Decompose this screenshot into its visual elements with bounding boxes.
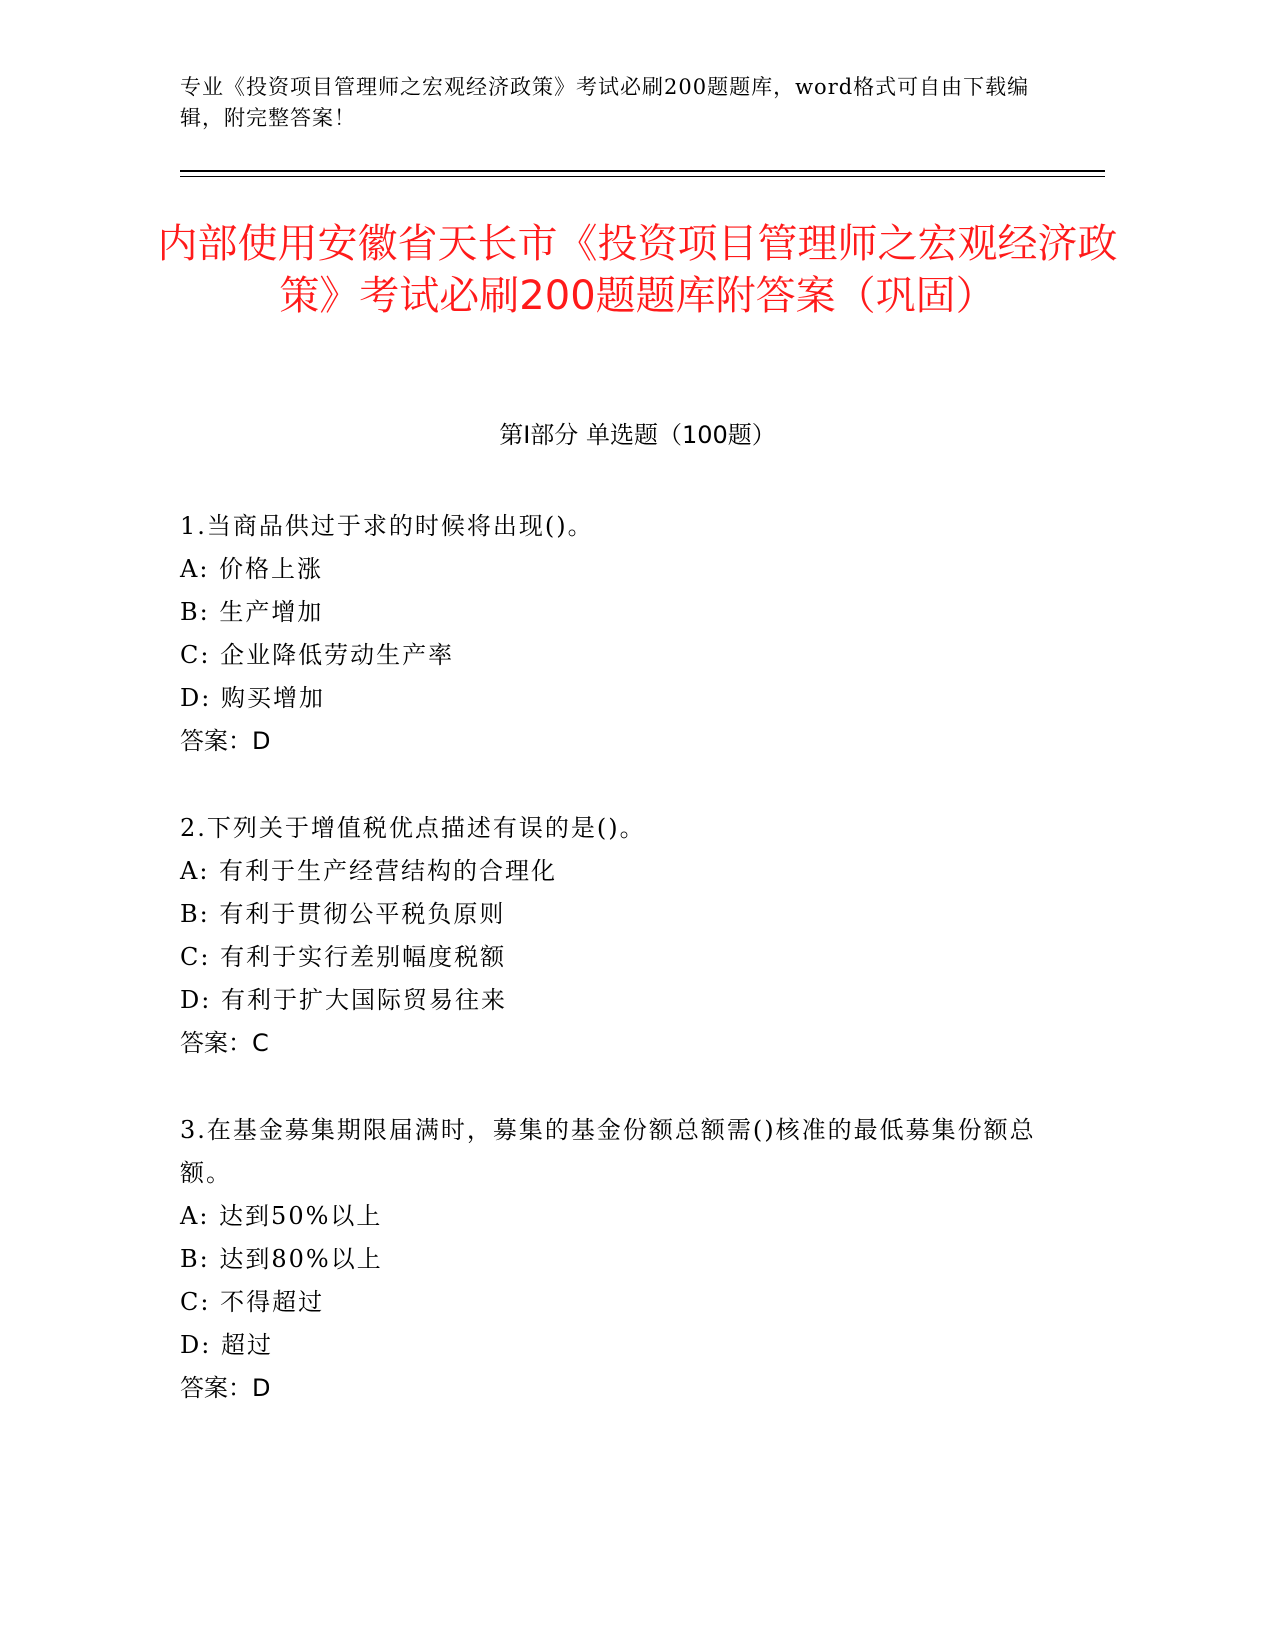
option-d: D: 有利于扩大国际贸易往来: [180, 986, 507, 1014]
question-2: [180, 807, 1060, 1065]
answer: 答案：D: [180, 1374, 271, 1402]
option-a: A: 价格上涨: [180, 555, 324, 583]
question-stem: 3.在基金募集期限届满时，募集的基金份额总额需()核准的最低募集份额总额。: [180, 1116, 1036, 1187]
answer: 答案：C: [180, 1029, 269, 1057]
option-c: C: 有利于实行差别幅度税额: [180, 943, 507, 971]
question-3: [180, 1109, 1060, 1410]
option-b: B: 有利于贯彻公平税负原则: [180, 900, 506, 928]
header-divider-thick: [180, 170, 1105, 172]
question-stem: 1.当商品供过于求的时候将出现()。: [180, 512, 594, 540]
header-divider-thin: [180, 176, 1105, 177]
option-d: D: 购买增加: [180, 684, 325, 712]
option-a: A: 达到50%以上: [180, 1202, 383, 1230]
option-b: B: 达到80%以上: [180, 1245, 383, 1273]
document-title: 内部使用安徽省天长市《投资项目管理师之宏观经济政策》考试必刷200题题库附答案（巩固）: [157, 221, 1118, 319]
question-1: [180, 505, 1060, 763]
question-list: [180, 505, 1060, 1454]
option-a: A: 有利于生产经营结构的合理化: [180, 857, 558, 885]
option-d: D: 超过: [180, 1331, 273, 1359]
option-b: B: 生产增加: [180, 598, 324, 626]
header-note: 专业《投资项目管理师之宏观经济政策》考试必刷200题题库，word格式可自由下载编辑，附完整答案！: [180, 75, 1030, 130]
option-c: C: 不得超过: [180, 1288, 325, 1316]
answer: 答案：D: [180, 727, 271, 755]
question-stem: 2.下列关于增值税优点描述有误的是()。: [180, 814, 646, 842]
option-c: C: 企业降低劳动生产率: [180, 641, 455, 669]
section-heading: 第Ⅰ部分 单选题（100题）: [499, 421, 776, 449]
